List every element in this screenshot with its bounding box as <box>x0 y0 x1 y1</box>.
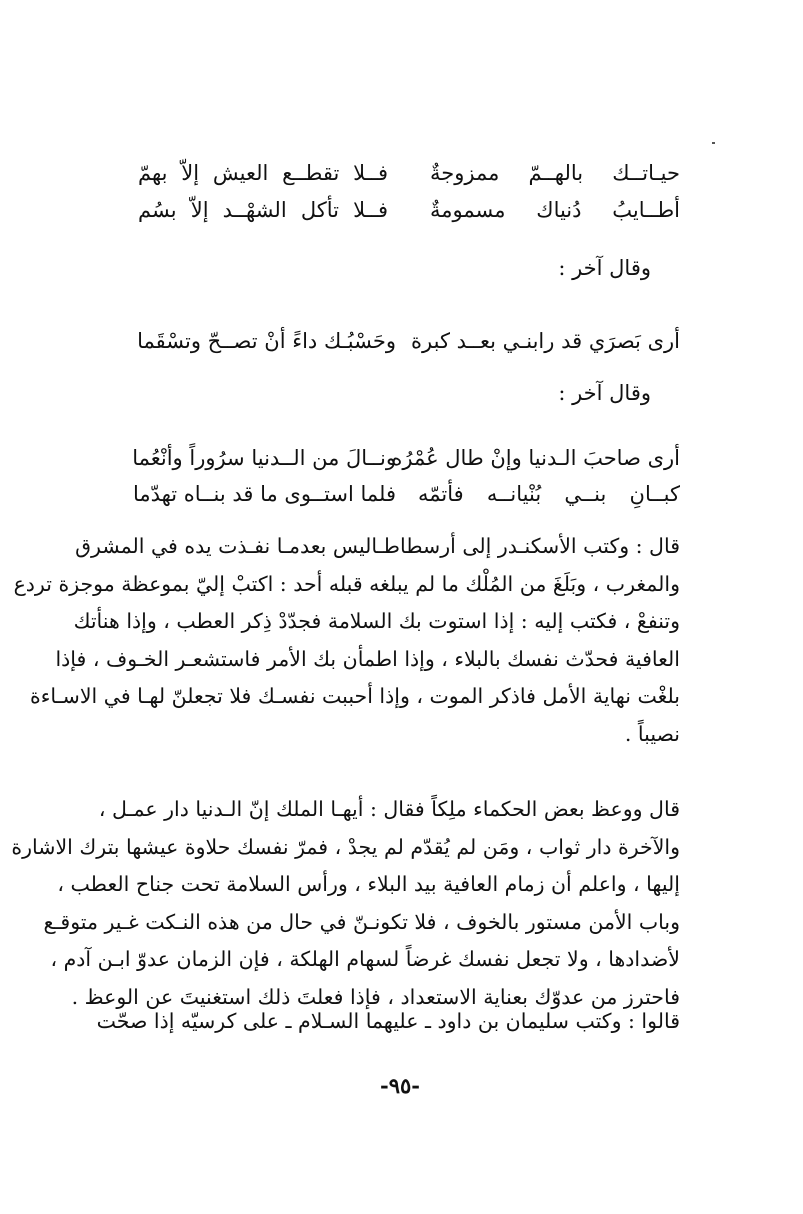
paragraph-1-line: بلغْت نهاية الأمل فاذكر الموت ، وإذا أحببت نفسـك فلا تجعلنّ لهـا في الاسـاءة <box>30 684 680 708</box>
paragraph-2-line: وباب الأمن مستور بالخوف ، فلا تكونـنّ في حال من هذه النـكت غـير متوقـع <box>43 909 680 934</box>
paragraph-1-line: والمغرب ، وبَلَغَ من المُلْك ما لم يبلغه قبله أحد : اكتبْ إليّ بموعظة موجزة تردع <box>13 571 680 596</box>
poem1-verse-1-right: حيـاتــك بالهــمّ ممزوجةٌ <box>430 161 680 185</box>
poem1-verse-2-left: فــلا تأكل الشهْــد إلاّ بسُم <box>138 198 388 222</box>
paragraph-2-line: إليها ، واعلم أن زمام العافية بيد البلاء ، ورأس السلامة تحت جناح العطب ، <box>57 872 680 896</box>
paragraph-1-line: قال : وكتب الأسكنـدر إلى أرسطاطـاليس بعدمـا نفـذت يده في المشرق <box>75 534 680 558</box>
paragraph-1 <box>13 528 680 753</box>
scan-speck <box>712 142 715 144</box>
poem2-verse-1-left: وحَسْبُـك داءً أنْ تصــحّ وتسْقَما <box>137 329 396 353</box>
paragraph-2 <box>11 791 680 1016</box>
paragraph-1-line: نصيباً . <box>624 721 680 746</box>
poem1-verse-2-right: أطــايبُ دُنياك مسمومةٌ <box>430 198 680 222</box>
paragraph-2-line: فاحترز من عدوّك بعناية الاستعداد ، فإذا فعلتَ ذلك استغنيتَ عن الوعظ . <box>71 984 680 1009</box>
page-number: -٩٥- <box>380 1073 420 1098</box>
paragraph-2-line: لأضدادها ، ولا تجعل نفسك غرضاً لسهام الهلكة ، فإن الزمان عدوّ ابـن آدم ، <box>50 947 680 971</box>
paragraph-3 <box>96 1003 680 1041</box>
poem3-verse-1-left: ونــالَ من الــدنيا سرُوراً وأنْعُما <box>132 446 396 470</box>
paragraph-2-line: قال ووعظ بعض الحكماء ملِكاً فقال : أيهـا الملك إنّ الـدنيا دار عمـل ، <box>98 797 680 821</box>
intro-saying-3: وقال آخر : <box>558 381 651 405</box>
paragraph-3-line: قالوا : وكتب سليمان بن داود ـ عليهما السـلام ـ على كرسيّه إذا صحّت <box>96 1009 680 1033</box>
poem3-verse-2-left: فلما استــوى ما قد بنــاه تهدّما <box>132 482 396 506</box>
paragraph-2-line: والآخرة دار ثواب ، ومَن لم يُقدّم لم يجدْ ، فمرّ نفسك حلاوة عيشها بترك الاشارة <box>11 834 680 859</box>
poem2-verse-1-right: أرى بَصرَي قد رابنـي بعــد كبرة <box>411 329 680 353</box>
paragraph-1-line: وتنفعْ ، فكتب إليه : إذا استوت بك السلامة فجدّدْ ذِكر العطب ، وإذا هنأتك <box>73 609 680 633</box>
poem1-verse-1-left: فــلا تقطــع العيش إلاّ بهمّ <box>138 161 388 185</box>
poem3-verse-2-right: كبــانِ بنــي بُنْيانــه فأتمّه <box>418 482 680 506</box>
intro-saying-2: وقال آخر : <box>558 256 651 280</box>
paragraph-1-line: العافية فحدّث نفسك بالبلاء ، وإذا اطمأن بك الأمر فاستشعـر الخـوف ، فإذا <box>55 646 680 671</box>
poem3-verse-1-right: أرى صاحبَ الـدنيا وإنْ طال عُمْرُه <box>391 446 680 470</box>
